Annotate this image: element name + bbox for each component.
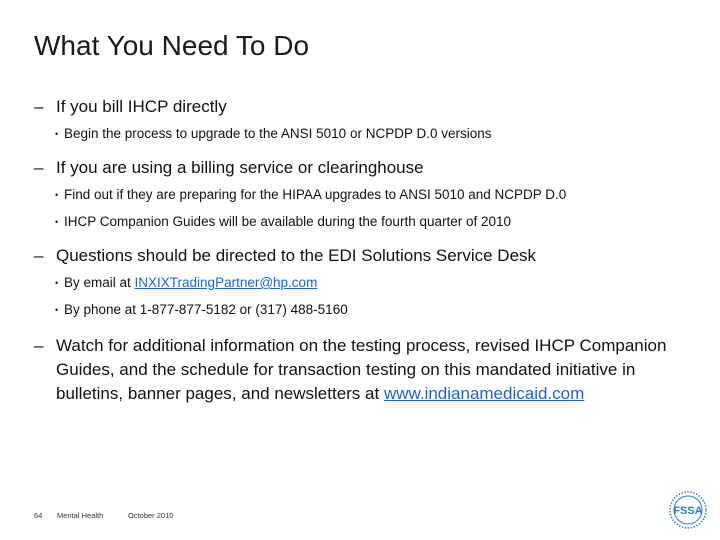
dash-marker: – bbox=[34, 97, 44, 116]
logo-text: FSSA bbox=[673, 505, 703, 517]
footer-date: October 2010 bbox=[128, 511, 174, 520]
website-link[interactable]: www.indianamedicaid.com bbox=[383, 384, 585, 403]
bullet-icon: • bbox=[55, 217, 59, 227]
section-bill-directly bbox=[34, 95, 694, 119]
footer-topic: Mental Health bbox=[57, 511, 104, 520]
section-billing-service bbox=[34, 156, 694, 180]
dash-marker: – bbox=[34, 158, 44, 177]
list-item-text: Find out if they are preparing for the HIPAA upgrades to ANSI 5010 and NCPDP D.0 bbox=[64, 187, 567, 202]
list-item-text: Begin the process to upgrade to the ANSI 5010 or NCPDP D.0 versions bbox=[64, 126, 492, 141]
list-item-text: IHCP Companion Guides will be available during the fourth quarter of 2010 bbox=[64, 214, 512, 229]
section-heading: If you are using a billing service or clearinghouse bbox=[56, 158, 424, 177]
dash-marker: – bbox=[34, 246, 44, 265]
fssa-seal-icon bbox=[668, 490, 708, 530]
section-questions bbox=[34, 244, 694, 268]
section-heading: Questions should be directed to the EDI Solutions Service Desk bbox=[56, 246, 537, 265]
bullet-icon: • bbox=[55, 190, 59, 200]
section-watch bbox=[34, 334, 694, 406]
footer-page-number: 64 bbox=[34, 511, 43, 520]
slide-title: What You Need To Do bbox=[34, 30, 310, 61]
list-item-phone bbox=[34, 300, 694, 320]
dash-marker: – bbox=[34, 336, 44, 355]
email-prefix: By email at bbox=[64, 275, 135, 290]
email-link[interactable]: INXIXTradingPartner@hp.com bbox=[134, 275, 318, 290]
fssa-logo bbox=[668, 490, 708, 530]
list-item bbox=[34, 212, 694, 232]
slide-content bbox=[34, 95, 694, 406]
list-item bbox=[34, 124, 694, 144]
bullet-icon: • bbox=[55, 278, 59, 288]
section-heading: Watch for additional information on the testing process, revised IHCP Companion Guides, and the schedule for transaction testing on this mandated initiative in bulletins, banner pages, and newsletters at bbox=[56, 336, 667, 403]
phone-text: By phone at 1-877-877-5182 or (317) 488-5160 bbox=[64, 302, 348, 317]
section-heading: If you bill IHCP directly bbox=[56, 97, 227, 116]
list-item bbox=[34, 185, 694, 205]
bullet-icon: • bbox=[55, 305, 59, 315]
bullet-icon: • bbox=[55, 129, 59, 139]
list-item-email bbox=[34, 273, 694, 293]
